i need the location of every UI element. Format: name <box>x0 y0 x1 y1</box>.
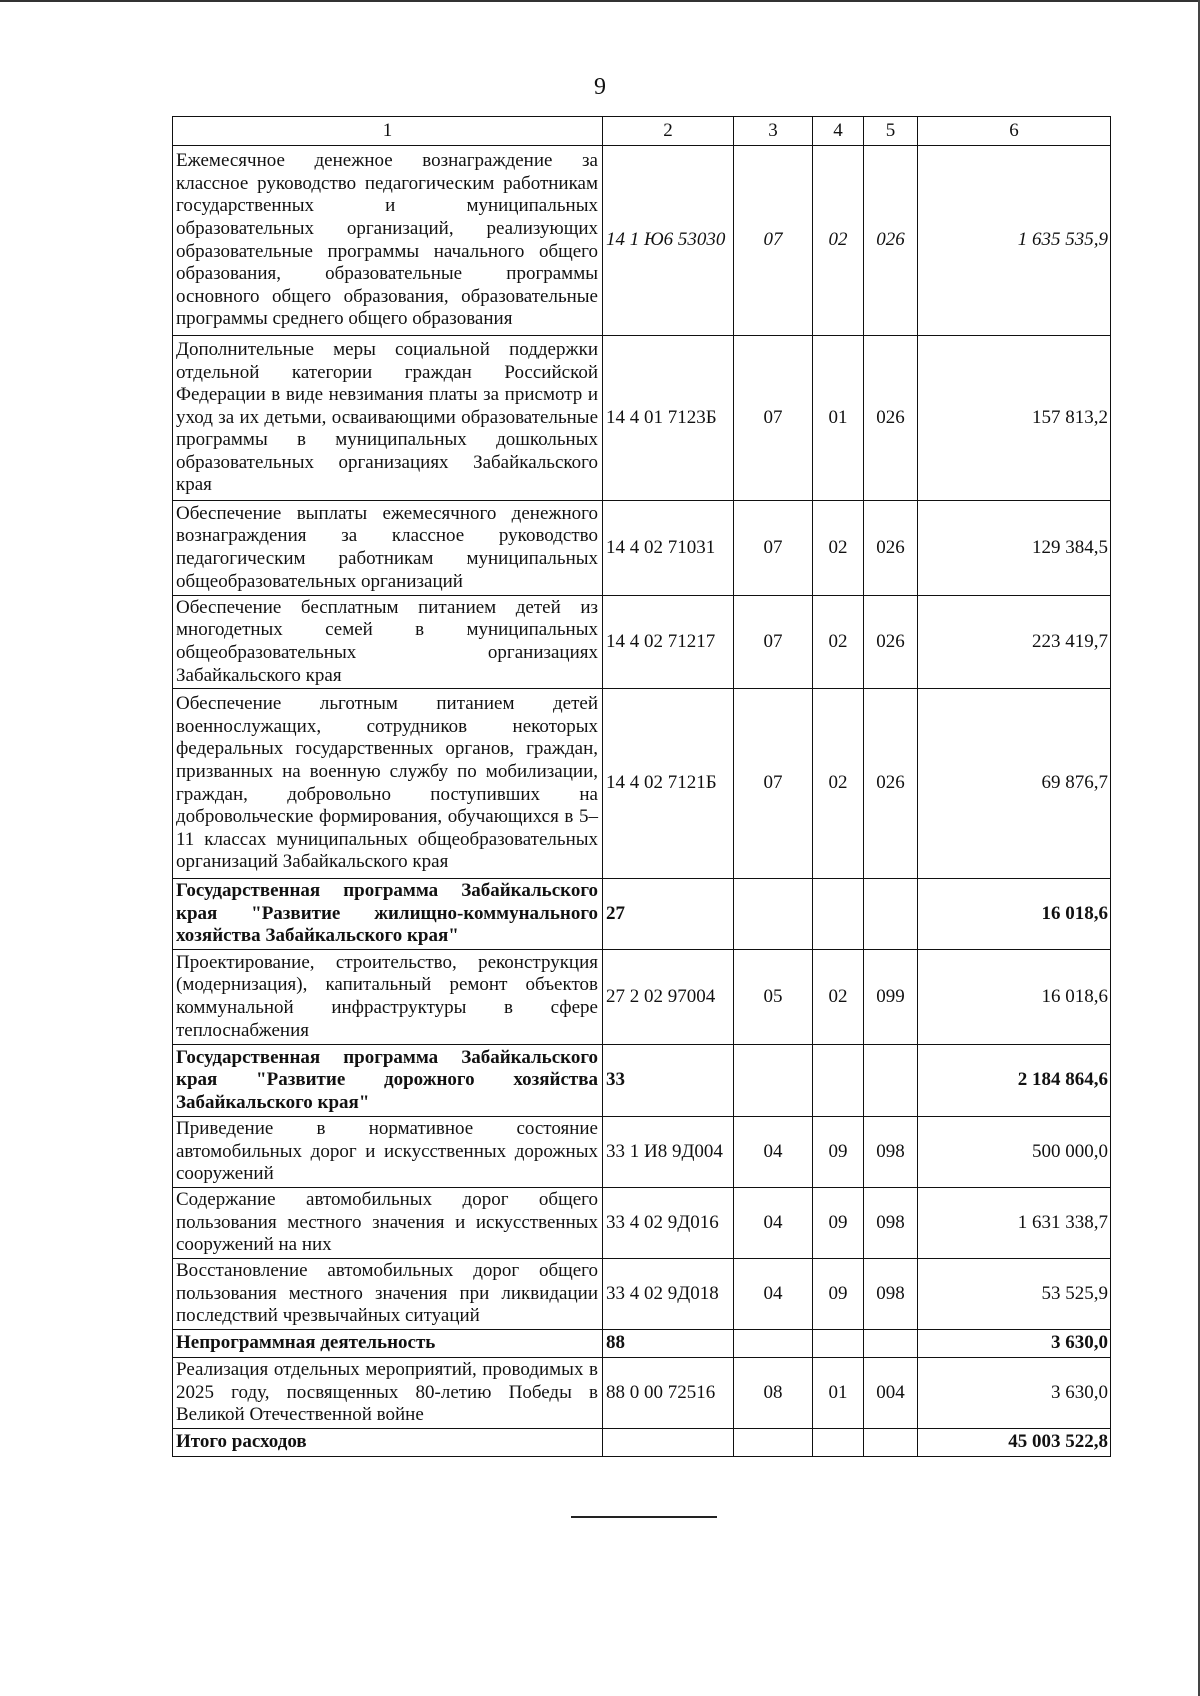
row-code: 14 4 02 71217 <box>603 596 734 689</box>
row-col5 <box>864 1045 918 1117</box>
row-description: Реализация отдельных мероприятий, проводимых в 2025 году, посвященных 80-летию Победы в Великой Отечественной войне <box>173 1358 603 1429</box>
row-col4 <box>813 1330 864 1358</box>
table-row-total <box>173 1429 1111 1457</box>
row-col4 <box>813 1429 864 1457</box>
row-description: Обеспечение бесплатным питанием детей из многодетных семей в муниципальных общеобразовательных организациях Забайкальского края <box>173 596 603 689</box>
header-cell: 1 <box>173 117 603 146</box>
row-description: Итого расходов <box>173 1429 603 1457</box>
budget-table <box>172 116 1111 1457</box>
row-col5 <box>864 879 918 950</box>
row-col3: 05 <box>734 950 813 1045</box>
row-col5: 098 <box>864 1188 918 1259</box>
row-amount: 129 384,5 <box>918 501 1111 596</box>
row-code: 14 4 01 7123Б <box>603 336 734 501</box>
row-col4: 09 <box>813 1117 864 1188</box>
table-row <box>173 1117 1111 1188</box>
table-row <box>173 596 1111 689</box>
table-row <box>173 1358 1111 1429</box>
row-code: 33 <box>603 1045 734 1117</box>
row-col4: 01 <box>813 1358 864 1429</box>
row-description: Приведение в нормативное состояние автомобильных дорог и искусственных дорожных сооружений <box>173 1117 603 1188</box>
header-cell: 2 <box>603 117 734 146</box>
row-description: Проектирование, строительство, реконструкция (модернизация), капитальный ремонт объектов коммунальной инфраструктуры в сфере теплоснабжения <box>173 950 603 1045</box>
closing-line <box>571 1516 717 1518</box>
row-col4: 02 <box>813 950 864 1045</box>
row-col3 <box>734 1045 813 1117</box>
row-amount: 45 003 522,8 <box>918 1429 1111 1457</box>
row-col4: 09 <box>813 1188 864 1259</box>
row-col5 <box>864 1330 918 1358</box>
table-header-row <box>173 117 1111 146</box>
header-cell: 6 <box>918 117 1111 146</box>
row-description: Обеспечение льготным питанием детей военнослужащих, сотрудников некоторых федеральных государственных органов, граждан, призванных на военную службу по мобилизации, граждан, добровольно поступивших на добровольческие формирования, обучающихся в 5–11 классах муниципальных общеобразовательных организаций Забайкальского края <box>173 689 603 879</box>
row-description: Непрограммная деятельность <box>173 1330 603 1358</box>
row-code: 14 4 02 71031 <box>603 501 734 596</box>
row-amount: 3 630,0 <box>918 1330 1111 1358</box>
row-amount: 69 876,7 <box>918 689 1111 879</box>
row-description: Содержание автомобильных дорог общего пользования местного значения и искусственных сооружений на них <box>173 1188 603 1259</box>
header-cell: 3 <box>734 117 813 146</box>
row-col4: 09 <box>813 1259 864 1330</box>
header-cell: 4 <box>813 117 864 146</box>
row-description: Дополнительные меры социальной поддержки отдельной категории граждан Российской Федерации в виде невзимания платы за присмотр и уход за их детьми, осваивающими образовательные программы в муниципальных дошкольных образовательных организациях Забайкальского края <box>173 336 603 501</box>
row-col3 <box>734 879 813 950</box>
row-col5 <box>864 1429 918 1457</box>
row-col4: 02 <box>813 689 864 879</box>
row-col4: 02 <box>813 596 864 689</box>
row-amount: 16 018,6 <box>918 879 1111 950</box>
row-code <box>603 1429 734 1457</box>
row-code: 27 <box>603 879 734 950</box>
row-col3: 08 <box>734 1358 813 1429</box>
table-row <box>173 1188 1111 1259</box>
row-code: 14 1 Ю6 53030 <box>603 146 734 336</box>
row-code: 14 4 02 7121Б <box>603 689 734 879</box>
header-cell: 5 <box>864 117 918 146</box>
row-description: Ежемесячное денежное вознаграждение за классное руководство педагогическим работникам государственных и муниципальных образовательных организаций, реализующих образовательные программы начального общего образования, образовательные программы основного общего образования, образовательные программы среднего общего образования <box>173 146 603 336</box>
row-col3: 07 <box>734 336 813 501</box>
row-col5: 098 <box>864 1259 918 1330</box>
row-col3 <box>734 1429 813 1457</box>
row-code: 33 4 02 9Д016 <box>603 1188 734 1259</box>
table-row <box>173 1259 1111 1330</box>
row-description: Обеспечение выплаты ежемесячного денежного вознаграждения за классное руководство педагогическим работникам муниципальных общеобразовательных организаций <box>173 501 603 596</box>
row-col3: 07 <box>734 689 813 879</box>
row-code: 27 2 02 97004 <box>603 950 734 1045</box>
row-col3: 07 <box>734 501 813 596</box>
table-row <box>173 336 1111 501</box>
row-col4 <box>813 1045 864 1117</box>
row-col4 <box>813 879 864 950</box>
table-row <box>173 501 1111 596</box>
row-amount: 1 631 338,7 <box>918 1188 1111 1259</box>
row-col5: 026 <box>864 501 918 596</box>
table-row <box>173 950 1111 1045</box>
row-amount: 157 813,2 <box>918 336 1111 501</box>
row-amount: 223 419,7 <box>918 596 1111 689</box>
row-col3: 04 <box>734 1259 813 1330</box>
row-description: Государственная программа Забайкальского края "Развитие жилищно-коммунального хозяйства Забайкальского края" <box>173 879 603 950</box>
row-code: 88 <box>603 1330 734 1358</box>
row-col5: 004 <box>864 1358 918 1429</box>
row-col5: 099 <box>864 950 918 1045</box>
row-col3: 07 <box>734 146 813 336</box>
row-col5: 026 <box>864 336 918 501</box>
row-col3: 04 <box>734 1188 813 1259</box>
row-col5: 026 <box>864 146 918 336</box>
row-code: 88 0 00 72516 <box>603 1358 734 1429</box>
page-number: 9 <box>594 74 606 100</box>
row-col3: 07 <box>734 596 813 689</box>
row-amount: 1 635 535,9 <box>918 146 1111 336</box>
table-row-program <box>173 1045 1111 1117</box>
row-description: Восстановление автомобильных дорог общего пользования местного значения при ликвидации последствий чрезвычайных ситуаций <box>173 1259 603 1330</box>
table-row <box>173 146 1111 336</box>
row-amount: 53 525,9 <box>918 1259 1111 1330</box>
row-col5: 098 <box>864 1117 918 1188</box>
row-col5: 026 <box>864 689 918 879</box>
row-col3 <box>734 1330 813 1358</box>
table-row-program <box>173 879 1111 950</box>
row-amount: 2 184 864,6 <box>918 1045 1111 1117</box>
row-col5: 026 <box>864 596 918 689</box>
row-col4: 02 <box>813 501 864 596</box>
row-col3: 04 <box>734 1117 813 1188</box>
table-row <box>173 689 1111 879</box>
row-code: 33 4 02 9Д018 <box>603 1259 734 1330</box>
row-code: 33 1 И8 9Д004 <box>603 1117 734 1188</box>
table-row-program <box>173 1330 1111 1358</box>
row-amount: 500 000,0 <box>918 1117 1111 1188</box>
row-col4: 01 <box>813 336 864 501</box>
page-top-border <box>0 0 1200 2</box>
row-description: Государственная программа Забайкальского края "Развитие дорожного хозяйства Забайкальского края" <box>173 1045 603 1117</box>
row-amount: 16 018,6 <box>918 950 1111 1045</box>
row-col4: 02 <box>813 146 864 336</box>
row-amount: 3 630,0 <box>918 1358 1111 1429</box>
